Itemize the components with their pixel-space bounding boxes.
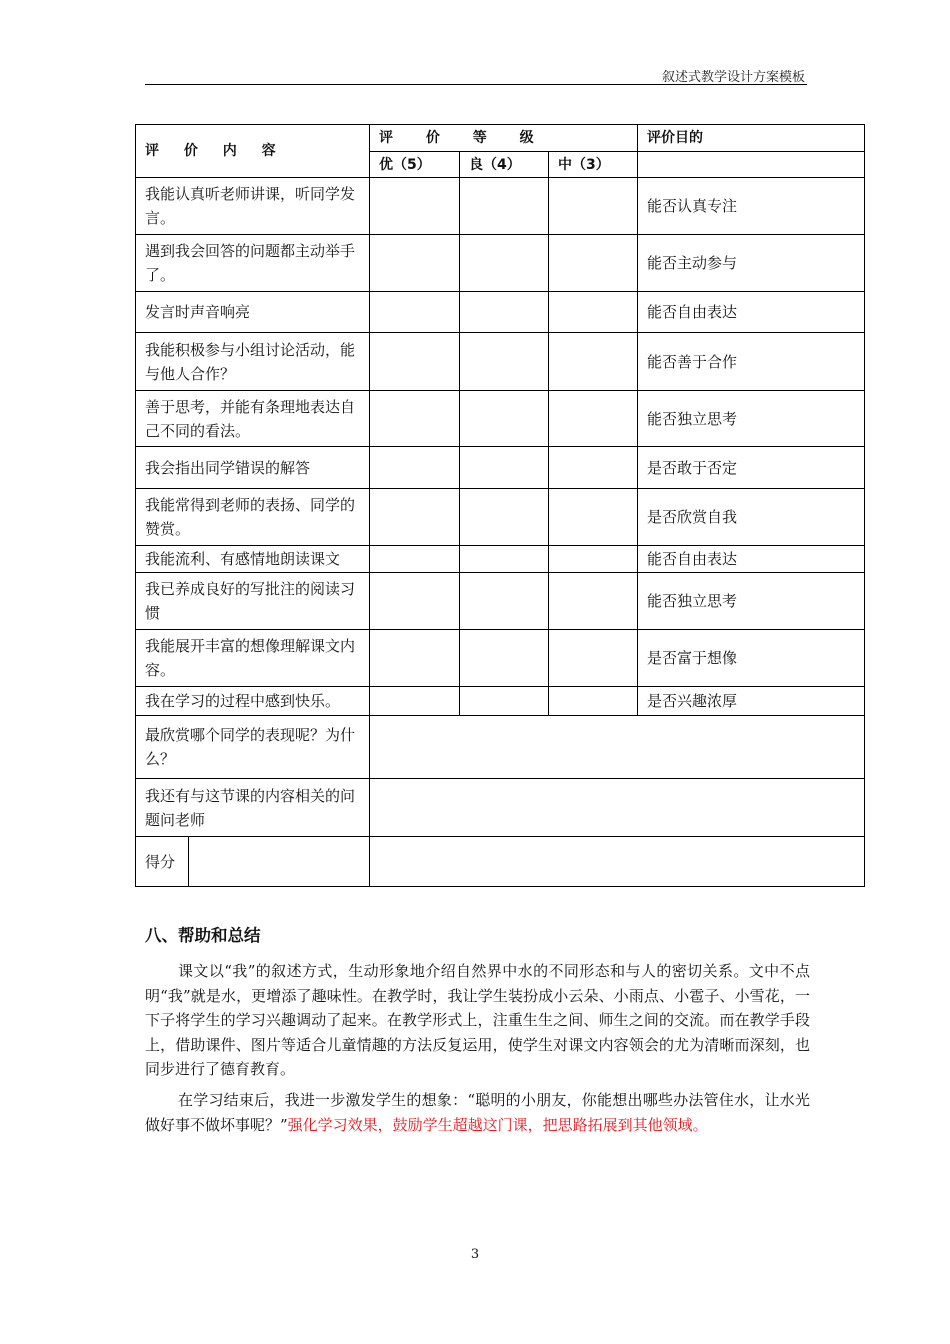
rating-cell[interactable] — [460, 573, 549, 630]
table-row — [136, 292, 865, 333]
row-purpose: 是否欣赏自我 — [638, 489, 865, 546]
row-purpose: 能否善于合作 — [638, 333, 865, 391]
row-content: 发言时声音响亮 — [136, 292, 370, 333]
question-row — [136, 716, 865, 779]
row-content: 我能展开丰富的想像理解课文内容。 — [136, 630, 370, 687]
row-content: 我能常得到老师的表扬、同学的赞赏。 — [136, 489, 370, 546]
paragraph-2-text: 在学习结束后，我进一步激发学生的想象：“聪明的小朋友，你能想出哪些办法管住水，让水光做好事不做坏事呢？” — [145, 1091, 810, 1134]
row-purpose: 能否自由表达 — [638, 546, 865, 573]
purpose-subheader-blank — [638, 152, 865, 178]
rating-cell[interactable] — [460, 235, 549, 292]
rating-cell[interactable] — [549, 489, 638, 546]
rating-cell[interactable] — [460, 333, 549, 391]
row-purpose: 能否独立思考 — [638, 391, 865, 447]
header-title: 叙述式教学设计方案模板 — [661, 70, 805, 85]
col-header-level: 评 价 等 级 — [370, 125, 638, 152]
highlighted-text: 强化学习效果，鼓励学生超越这门课，把思路拓展到其他领域。 — [287, 1115, 708, 1134]
table-row — [136, 546, 865, 573]
rating-cell[interactable] — [460, 292, 549, 333]
rating-cell[interactable] — [460, 489, 549, 546]
rating-cell[interactable] — [549, 447, 638, 489]
table-row — [136, 333, 865, 391]
rating-cell[interactable] — [549, 235, 638, 292]
question-ask-teacher: 我还有与这节课的内容相关的问题问老师 — [136, 779, 370, 837]
answer-cell[interactable] — [370, 716, 865, 779]
header-rule — [145, 84, 807, 85]
row-purpose: 能否主动参与 — [638, 235, 865, 292]
score-label: 得分 — [136, 837, 189, 887]
question-row — [136, 779, 865, 837]
rating-cell[interactable] — [549, 292, 638, 333]
rating-cell[interactable] — [370, 292, 460, 333]
answer-cell[interactable] — [370, 779, 865, 837]
question-favorite-classmate: 最欣赏哪个同学的表现呢？为什么？ — [136, 716, 370, 779]
col-header-purpose: 评价目的 — [638, 125, 865, 152]
row-content: 善于思考，并能有条理地表达自己不同的看法。 — [136, 391, 370, 447]
rating-cell[interactable] — [370, 333, 460, 391]
row-purpose: 是否富于想像 — [638, 630, 865, 687]
row-purpose: 能否独立思考 — [638, 573, 865, 630]
rating-cell[interactable] — [460, 447, 549, 489]
rating-cell[interactable] — [549, 546, 638, 573]
rating-cell[interactable] — [460, 630, 549, 687]
rating-cell[interactable] — [549, 333, 638, 391]
rating-cell[interactable] — [370, 391, 460, 447]
table-row — [136, 687, 865, 716]
rating-cell[interactable] — [549, 573, 638, 630]
rating-cell[interactable] — [370, 546, 460, 573]
rating-cell[interactable] — [549, 178, 638, 235]
rating-cell[interactable] — [370, 235, 460, 292]
rating-cell[interactable] — [370, 630, 460, 687]
rating-cell[interactable] — [370, 687, 460, 716]
row-content: 我已养成良好的写批注的阅读习惯 — [136, 573, 370, 630]
score-value-cell[interactable] — [189, 837, 370, 887]
section-title: 八、帮助和总结 — [145, 926, 261, 945]
rating-cell[interactable] — [460, 178, 549, 235]
rating-cell[interactable] — [370, 447, 460, 489]
table-row — [136, 447, 865, 489]
summary-paragraph-2 — [145, 1088, 810, 1137]
row-purpose: 是否兴趣浓厚 — [638, 687, 865, 716]
level-good: 良（4） — [460, 152, 549, 178]
rating-cell[interactable] — [460, 546, 549, 573]
row-content: 遇到我会回答的问题都主动举手了。 — [136, 235, 370, 292]
rating-cell[interactable] — [549, 391, 638, 447]
level-excellent: 优（5） — [370, 152, 460, 178]
rating-cell[interactable] — [370, 178, 460, 235]
table-row — [136, 573, 865, 630]
table-row — [136, 489, 865, 546]
rating-cell[interactable] — [370, 573, 460, 630]
rating-cell[interactable] — [460, 687, 549, 716]
rating-cell[interactable] — [549, 630, 638, 687]
table-row — [136, 178, 865, 235]
rating-cell[interactable] — [549, 687, 638, 716]
row-content: 我能积极参与小组讨论活动，能与他人合作？ — [136, 333, 370, 391]
table-row — [136, 235, 865, 292]
row-purpose: 是否敢于否定 — [638, 447, 865, 489]
table-row — [136, 630, 865, 687]
col-header-content: 评 价 内 容 — [136, 125, 370, 178]
page-number: 3 — [470, 1247, 480, 1262]
rating-cell[interactable] — [370, 489, 460, 546]
row-content: 我能流利、有感情地朗读课文 — [136, 546, 370, 573]
level-medium: 中（3） — [549, 152, 638, 178]
row-purpose: 能否自由表达 — [638, 292, 865, 333]
score-remarks-cell[interactable] — [370, 837, 865, 887]
row-content: 我在学习的过程中感到快乐。 — [136, 687, 370, 716]
score-row — [136, 837, 865, 887]
table-row — [136, 391, 865, 447]
row-content: 我能认真听老师讲课，听同学发言。 — [136, 178, 370, 235]
rating-cell[interactable] — [460, 391, 549, 447]
summary-paragraph-1: 课文以“我”的叙述方式，生动形象地介绍自然界中水的不同形态和与人的密切关系。文中不点明“我”就是水，更增添了趣味性。在教学时，我让学生装扮成小云朵、小雨点、小雹子、小雪花，一下子将学生的学习兴趣调动了起来。在教学形式上，注重生生之间、师生之间的交流。而在教学手段上，借助课件、图片等适合儿童情趣的方法反复运用，使学生对课文内容领会的尤为清晰而深刻，也同步进行了德育教育。 — [145, 962, 810, 1078]
row-content: 我会指出同学错误的解答 — [136, 447, 370, 489]
row-purpose: 能否认真专注 — [638, 178, 865, 235]
evaluation-table — [135, 124, 865, 887]
